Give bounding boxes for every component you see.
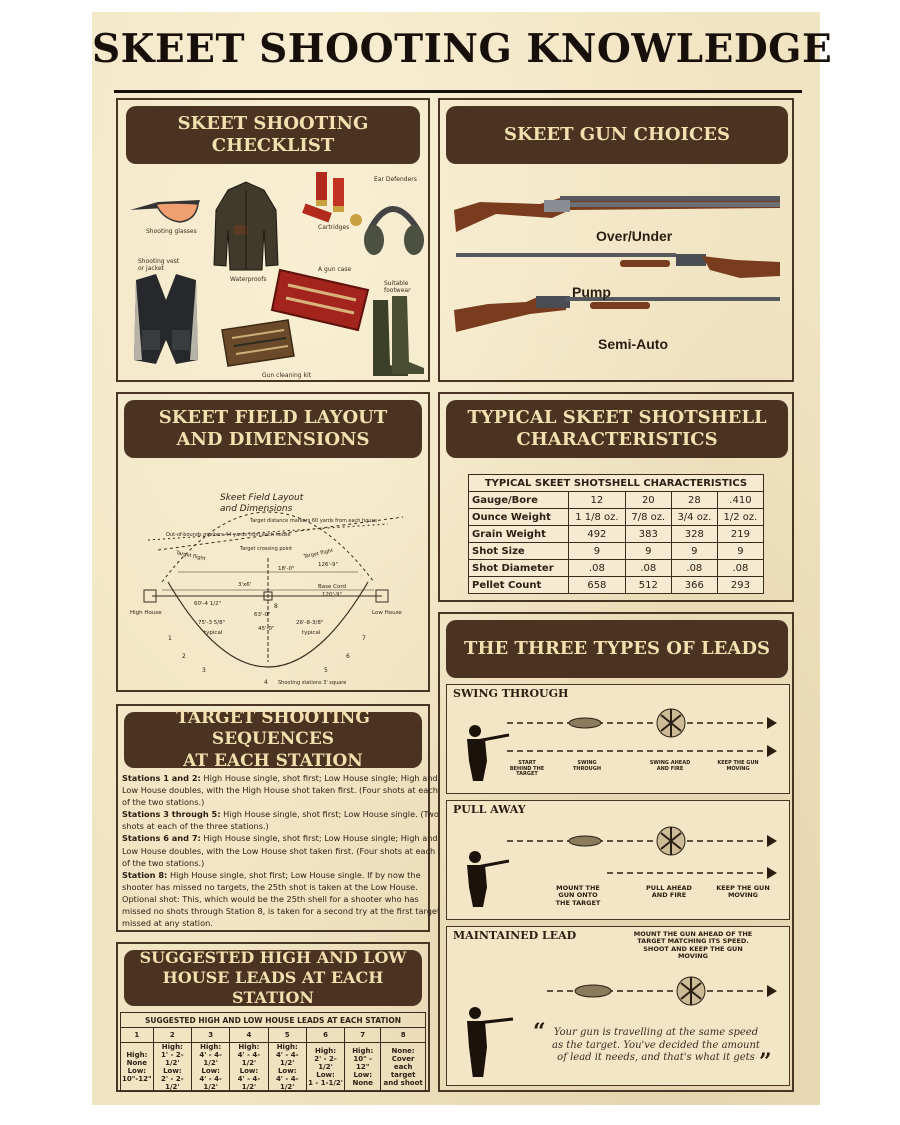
suggested-header-line2: HOUSE LEADS AT EACH STATION bbox=[162, 968, 384, 1007]
table-row: 1 2 3 4 5 6 7 8 bbox=[121, 1028, 426, 1043]
table-row: Pellet Count 658 512 366 293 bbox=[469, 577, 764, 594]
field-layout-header bbox=[124, 400, 422, 458]
high-house-label: High House bbox=[130, 610, 162, 616]
dim-18: 18'-0" bbox=[278, 566, 295, 572]
gun-label-semi-auto: Semi-Auto bbox=[598, 336, 668, 352]
label-shooting-glasses: Shooting glasses bbox=[146, 228, 197, 235]
station-1: 1 bbox=[168, 635, 172, 642]
dim-3x6: 3'x6' bbox=[238, 582, 252, 588]
base-cord: Base Cord bbox=[318, 584, 347, 590]
gun-choices-header-text: SKEET GUN CHOICES bbox=[503, 123, 730, 145]
sequence-item: Station 8: High House single, shot first; Low House single. If by now the shooter has missed no targets, the 25th shot is taken at the Low House. Optional shot: This, which would be the 25th shell for a shooter who has missed no shots through Station 8, is taken for a second try at the first target missed at any station. bbox=[122, 869, 441, 929]
gun-choices-header bbox=[446, 106, 788, 164]
suggested-leads-table bbox=[120, 1012, 426, 1092]
leads-panel bbox=[438, 612, 794, 1092]
maintained-lead-box bbox=[446, 926, 790, 1086]
sequence-item: Stations 6 and 7: High House single, shot first; Low House single; High and Low House doubles, with the Low House shot taken first. (Four shots at each of the two stations.) bbox=[122, 833, 438, 868]
sequences-header-line2: AT EACH STATION bbox=[183, 750, 363, 771]
table-row: Ounce Weight 1 1/8 oz. 7/8 oz. 3/4 oz. 1/2 oz. bbox=[469, 509, 764, 526]
checklist-illustration bbox=[118, 170, 428, 380]
field-header-line2: AND DIMENSIONS bbox=[176, 429, 370, 450]
sequences-text bbox=[122, 772, 442, 929]
checklist-panel bbox=[116, 98, 430, 382]
swing-step-3: SWING AHEAD AND FIRE bbox=[649, 760, 691, 772]
dim-26: 26'-8-3/8" bbox=[296, 620, 324, 626]
checklist-header-line2: CHECKLIST bbox=[211, 135, 335, 156]
table-row: Shot Diameter .08 .08 .08 .08 bbox=[469, 560, 764, 577]
stations-note: Shooting stations 3' square bbox=[278, 680, 347, 686]
crossing-point-note: Target crossing point bbox=[240, 546, 293, 552]
checklist-header bbox=[126, 106, 420, 164]
shotshell-header-line2: CHARACTERISTICS bbox=[516, 429, 718, 450]
shotshell-table bbox=[468, 474, 764, 594]
pull-away-title: PULL AWAY bbox=[453, 803, 526, 816]
station-6: 6 bbox=[346, 653, 350, 660]
dim-126: 126'-9" bbox=[318, 562, 339, 568]
swing-through-box bbox=[446, 684, 790, 794]
suitable-footwear-icon bbox=[373, 296, 424, 376]
station-4: 4 bbox=[264, 679, 268, 686]
gun-label-pump: Pump bbox=[572, 284, 611, 300]
field-title-2: and Dimensions bbox=[220, 504, 293, 514]
typical-right: typical bbox=[302, 630, 321, 636]
shotshell-header bbox=[446, 400, 788, 458]
table-row: High: None Low: 10"-12" High: 1' - 2-1/2' Low: 2' - 2-1/2' High: 4' - 4-1/2' Low: 4' - 4-1/2' High: 4' - 4-1/2' Low: 4' - 4-1/2' High: 4' - 4-1/2' Low: 4' - 4-1/2' High: 2' - 2-1/2' Low: 1 - 1-1/2' High: 10" - 12" Low: None None: Cover each target and shoot bbox=[121, 1043, 426, 1092]
label-footwear: Suitable footwear bbox=[384, 280, 411, 294]
pull-step-1: MOUNT THE GUN ONTO THE TARGET bbox=[555, 884, 601, 907]
station-2: 2 bbox=[182, 653, 186, 660]
leads-header-text: THE THREE TYPES OF LEADS bbox=[464, 637, 770, 659]
ear-defenders-icon bbox=[364, 209, 424, 255]
shotshell-table-title: TYPICAL SKEET SHOTSHELL CHARACTERISTICS bbox=[469, 475, 764, 492]
maintained-note: MOUNT THE GUN AHEAD OF THE TARGET MATCHING ITS SPEED. SHOOT AND KEEP THE GUN MOVING bbox=[633, 930, 753, 961]
quote-open-icon: “ bbox=[533, 1019, 546, 1045]
field-diagram bbox=[118, 462, 428, 692]
suggested-header bbox=[124, 950, 422, 1006]
pull-away-box bbox=[446, 800, 790, 920]
label-shooting-vest: Shooting vest or jacket bbox=[138, 258, 180, 272]
sequences-panel bbox=[116, 704, 441, 932]
target-flight-left: Target flight bbox=[175, 550, 207, 563]
dim-75: 75'-3 5/8" bbox=[198, 620, 226, 626]
suggested-table-title: SUGGESTED HIGH AND LOW HOUSE LEADS AT EACH STATION bbox=[121, 1013, 426, 1028]
swing-step-4: KEEP THE GUN MOVING bbox=[717, 760, 759, 772]
suggested-header-line1: SUGGESTED HIGH AND LOW bbox=[139, 948, 407, 967]
station-5: 5 bbox=[324, 667, 328, 674]
swing-through-title: SWING THROUGH bbox=[453, 687, 569, 700]
maintained-quote: Your gun is travelling at the same speed as the target. You've decided the amount of lead it needs, and that's what it gets bbox=[552, 1027, 760, 1063]
sequences-header-line1: TARGET SHOOTING SEQUENCES bbox=[176, 708, 370, 750]
quote-close-icon: ” bbox=[759, 1049, 772, 1075]
page-title: SKEET SHOOTING KNOWLEDGE bbox=[92, 26, 833, 72]
suggested-leads-panel bbox=[116, 942, 430, 1092]
pump-gun-icon bbox=[456, 253, 780, 278]
station-3: 3 bbox=[202, 667, 206, 674]
maintained-title: MAINTAINED LEAD bbox=[453, 929, 577, 942]
shotshell-header-line1: TYPICAL SKEET SHOTSHELL bbox=[467, 406, 767, 428]
table-row: Gauge/Bore 12 20 28 .410 bbox=[469, 492, 764, 509]
swing-step-1: START BEHIND THE TARGET bbox=[509, 760, 545, 777]
cartridges-icon bbox=[302, 172, 362, 226]
target-distance-note: Target distance markers 60 yards from each house bbox=[250, 518, 378, 524]
shooting-vest-icon bbox=[134, 274, 198, 364]
station-7: 7 bbox=[362, 635, 366, 642]
shooter-silhouette-icon bbox=[467, 1007, 513, 1077]
target-flight-right: Target flight bbox=[303, 547, 334, 560]
label-ear-defenders: Ear Defenders bbox=[374, 176, 417, 183]
title-rule bbox=[114, 90, 802, 93]
shooter-silhouette-icon bbox=[467, 851, 509, 907]
swing-step-2: SWING THROUGH bbox=[572, 760, 602, 772]
table-row: Grain Weight 492 383 328 219 bbox=[469, 526, 764, 543]
leads-header bbox=[446, 620, 788, 678]
sequence-item: Stations 3 through 5: High House single, shot first; Low House single. (Two shots at each of the three stations.) bbox=[122, 809, 439, 832]
out-of-bounds-note: Out-of-bounds markers 44 yards from each house bbox=[166, 532, 291, 538]
dim-45: 45'-0" bbox=[258, 626, 275, 632]
pull-step-3: KEEP THE GUN MOVING bbox=[716, 884, 770, 900]
shotshell-panel bbox=[438, 392, 794, 602]
pull-step-2: PULL AHEAD AND FIRE bbox=[646, 884, 692, 900]
over-under-gun-icon bbox=[454, 196, 780, 232]
gun-label-over-under: Over/Under bbox=[596, 228, 673, 244]
gun-choices-panel bbox=[438, 98, 794, 382]
semi-auto-gun-icon bbox=[454, 296, 780, 332]
dim-120: 120'-9" bbox=[322, 592, 343, 598]
poster bbox=[92, 12, 833, 1105]
label-cartridges: Cartridges bbox=[318, 224, 350, 231]
table-row: Shot Size 9 9 9 9 bbox=[469, 543, 764, 560]
typical-left: typical bbox=[204, 630, 223, 636]
waterproof-jacket-icon bbox=[214, 182, 278, 270]
field-header-line1: SKEET FIELD LAYOUT bbox=[158, 406, 388, 428]
field-layout-panel bbox=[116, 392, 430, 692]
field-title-1: Skeet Field Layout bbox=[220, 493, 304, 503]
sequences-header bbox=[124, 708, 422, 771]
dim-60: 60'-4 1/2" bbox=[194, 601, 222, 607]
checklist-header-line1: SKEET SHOOTING bbox=[177, 112, 369, 134]
shooter-silhouette-icon bbox=[467, 725, 509, 781]
low-house-label: Low House bbox=[372, 610, 402, 616]
sequence-item: Stations 1 and 2: High House single, shot first; Low House single; High and Low House doubles, with the High House shot taken first. (Four shots at each of the two stations.) bbox=[122, 773, 438, 808]
dim-63: 63'-0" bbox=[254, 612, 271, 618]
label-gun-case: A gun case bbox=[318, 266, 352, 273]
label-waterproofs: Waterproofs bbox=[230, 276, 267, 283]
gun-cleaning-kit-icon bbox=[222, 320, 294, 366]
station-8: 8 bbox=[274, 603, 278, 610]
label-cleaning-kit: Gun cleaning kit bbox=[262, 372, 311, 379]
shooting-glasses-icon bbox=[130, 200, 200, 222]
